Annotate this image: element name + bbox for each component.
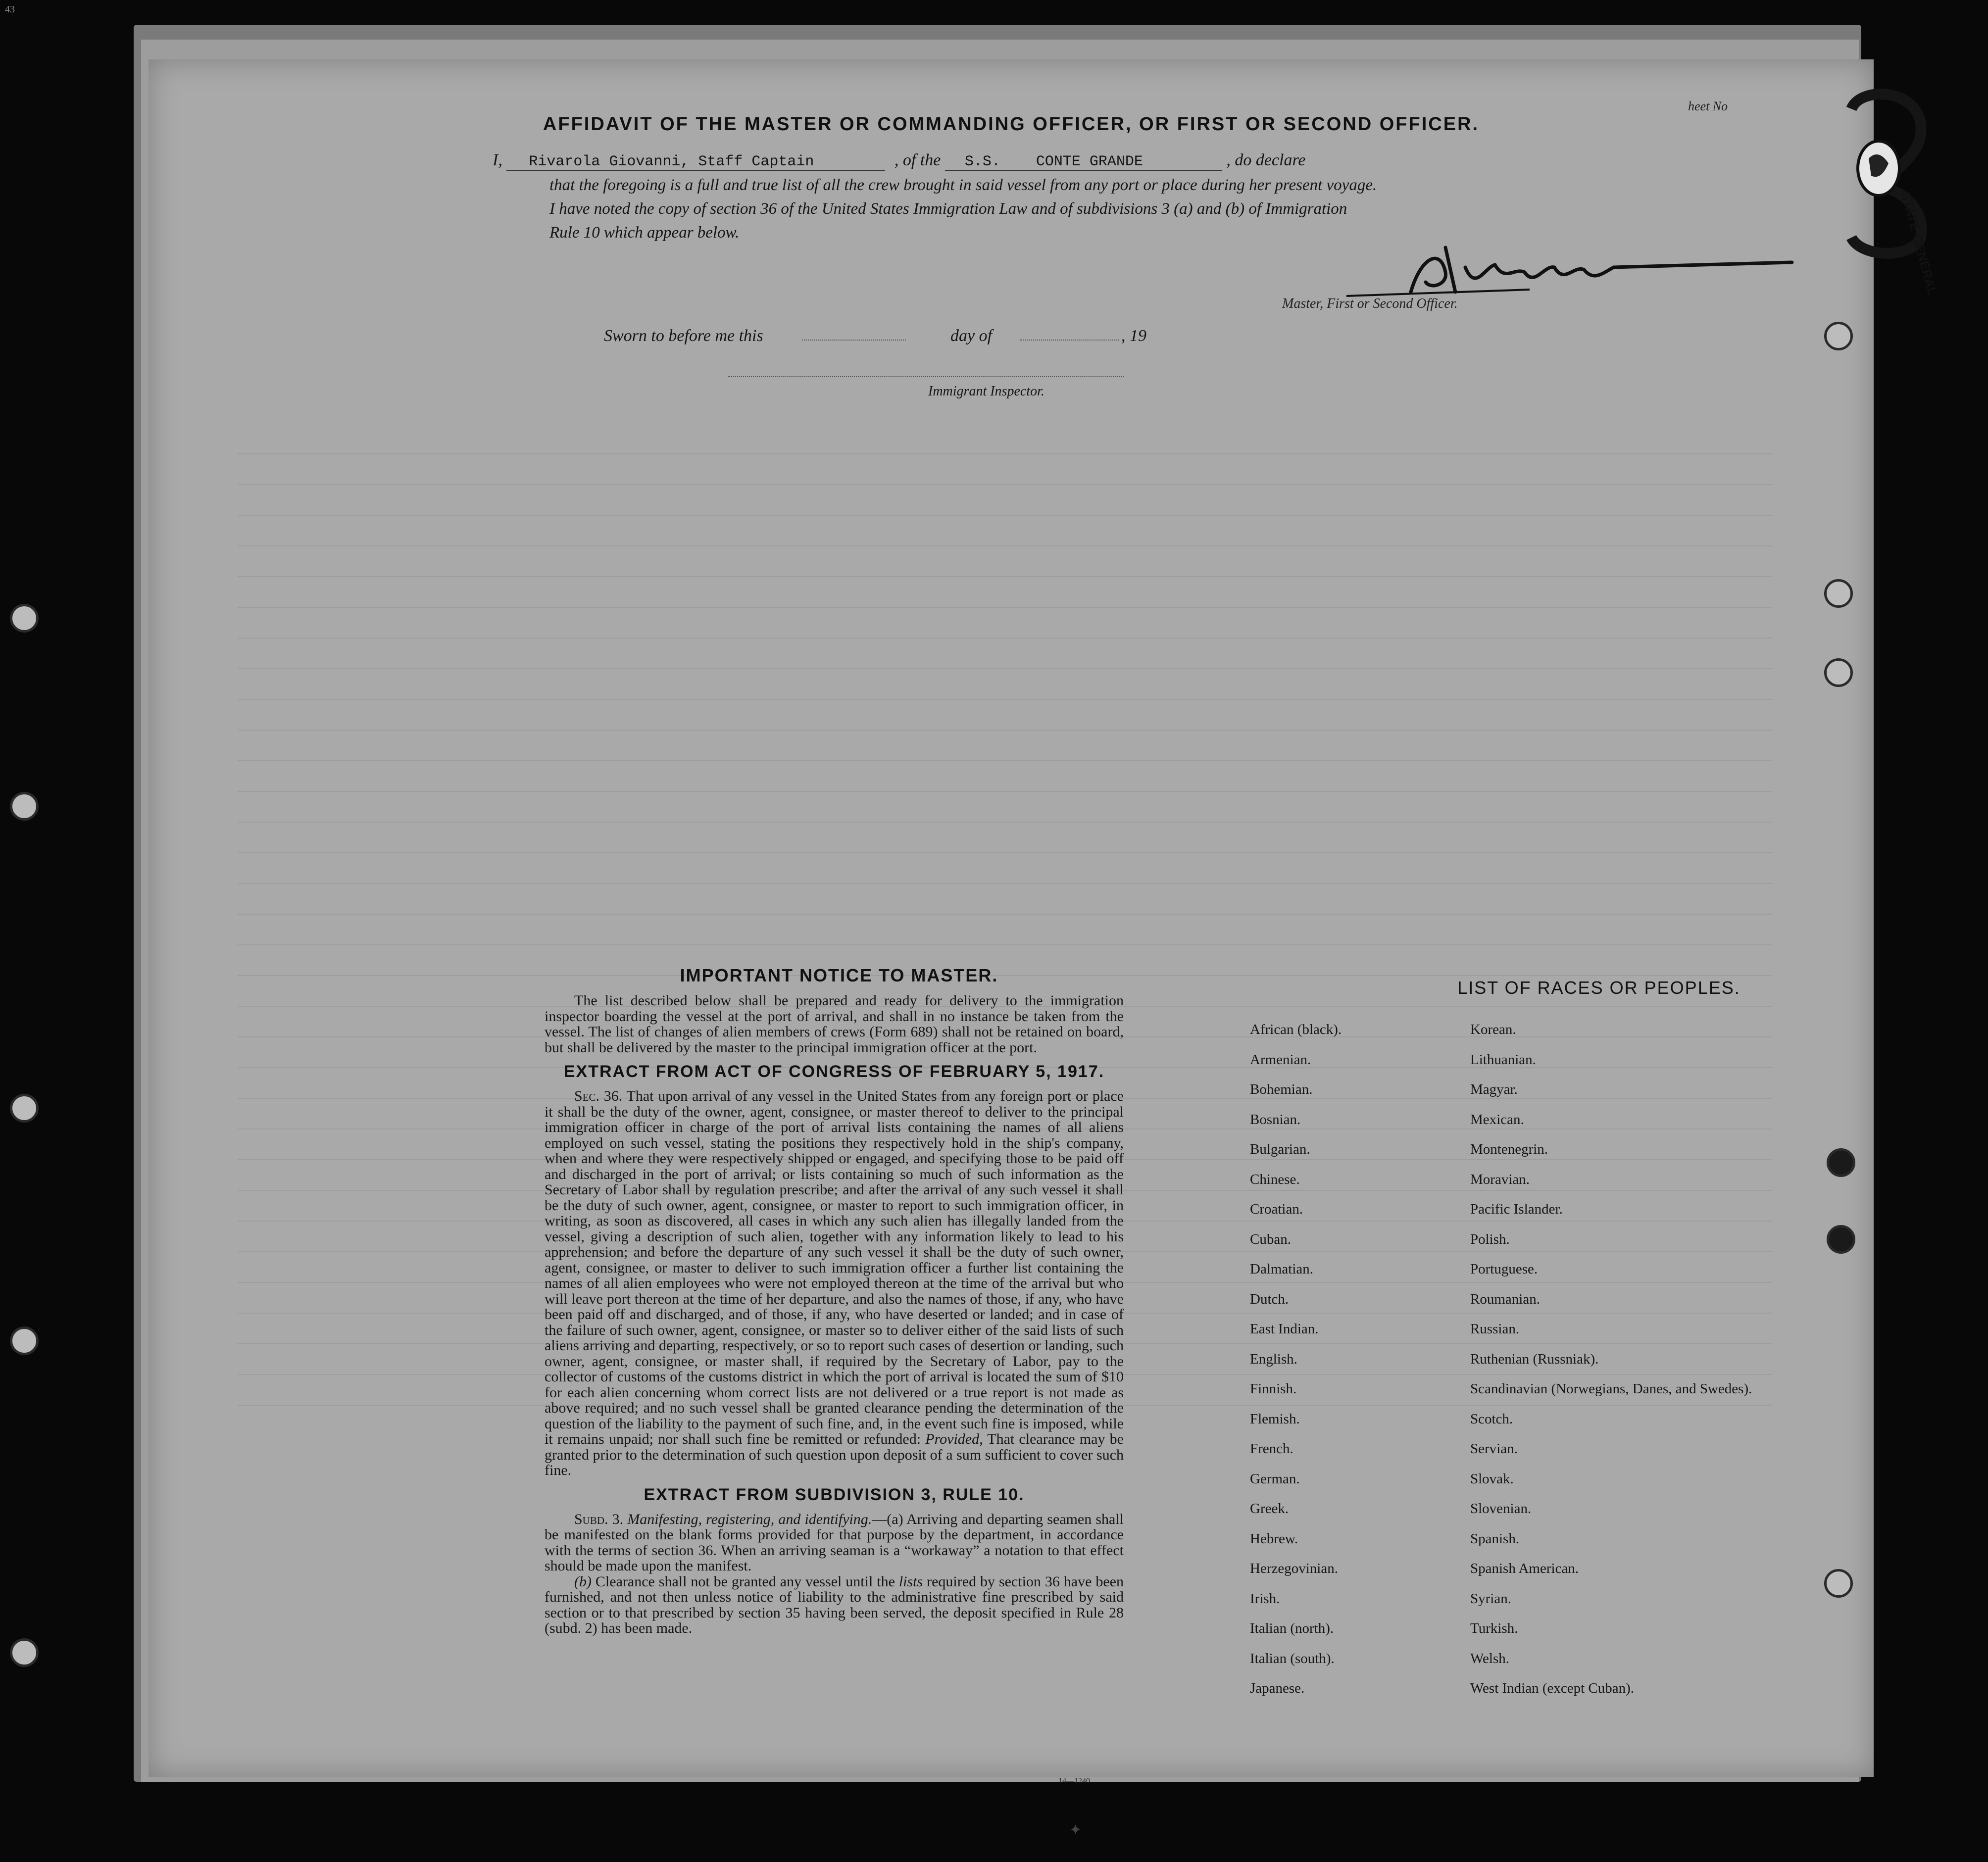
affidavit-line-2: that the foregoing is a full and true list of all the crew brought in said vessel from any port or place during her present voyage. xyxy=(549,176,1377,194)
day-of-label: day of xyxy=(950,327,993,345)
bleed-through-row xyxy=(238,834,1772,853)
race-item: East Indian. xyxy=(1250,1321,1319,1337)
race-item: Roumanian. xyxy=(1470,1291,1540,1307)
punch-hole-icon xyxy=(10,604,39,633)
punch-hole-icon xyxy=(10,1326,39,1355)
race-item: Bohemian. xyxy=(1250,1081,1313,1097)
races-title: LIST OF RACES OR PEOPLES. xyxy=(1457,978,1740,998)
punch-hole-icon xyxy=(1827,1148,1855,1177)
race-item: West Indian (except Cuban). xyxy=(1470,1680,1635,1696)
section-36-body: Sec. 36. That upon arrival of any vessel in the United States from any foreign port or place it shall be the duty of the owner, agent, consignee, or master thereof to deliver to the principal immigration officer in charge of the port of arrival lists containing the names of all aliens employed on such vessel, stating the positions they respectively hold in the ship's company, when and where they were respectively shipped or engaged, and specifying those to be paid off and discharged in the port of arrival; or lists containing so much of such information as the Secretary of Labor shall by regulation prescribe; and after the arrival of any such vessel it shall be the duty of such owner, agent, consignee, or master to report to such immigration officer, in writing, as soon as discovered, all cases in which any such alien has illegally landed from the vessel, giving a description of such alien, together with any information likely to lead to his apprehension; and before the departure of any such vessel it shall be the duty of such owner, agent, consignee, or master to deliver to such immigration officer a further list containing the names of all alien employees who were not employed thereon at the time of the arrival but who will leave port thereon at the time of her departure, and also the names of those, if any, who have been paid off and discharged, and of those, if any, who have deserted or landed; and in case of the failure of such owner, agent, consignee, or master so to deliver either of the said lists of such aliens arriving and departing, respectively, or so to report such cases of desertion or landing, such owner, agent, consignee, or master shall, if required by the Secretary of Labor, pay to the collector of customs of the customs district in which the port of arrival is located the sum of $10 for each alien concerning whom correct lists are not delivered or a true report is not made as above required; and no such vessel shall be granted clearance pending the determination of the question of the liability to the payment of such fine, and, in the event such fine is imposed, while it remains unpaid; nor shall such fine be remitted or refunded: Provided, That clearance may be granted prior to the determination of such question upon deposit of a sum sufficient to cover such fine. xyxy=(545,1088,1124,1478)
race-item: Bosnian. xyxy=(1250,1111,1301,1127)
race-item: English. xyxy=(1250,1351,1297,1367)
bleed-through-row xyxy=(238,528,1772,546)
stamp-text: STATE GENERAL xyxy=(1898,190,1940,297)
rule-extract-title: EXTRACT FROM SUBDIVISION 3, RULE 10. xyxy=(644,1485,1025,1504)
inspector-signature-blank xyxy=(728,376,1124,377)
bleed-through-row xyxy=(238,804,1772,823)
section-label: Sec. 36. xyxy=(574,1088,623,1104)
race-item: Dutch. xyxy=(1250,1291,1289,1307)
race-item: Spanish. xyxy=(1470,1530,1520,1547)
race-item: Greek. xyxy=(1250,1501,1289,1517)
race-item: Syrian. xyxy=(1470,1590,1511,1607)
race-item: Korean. xyxy=(1470,1022,1516,1037)
race-item: Montenegrin. xyxy=(1470,1141,1548,1157)
subdivision-b-body: (b) Clearance shall not be granted any vessel until the lists required by section 36 have been furnished, and not then unless notice of liability to the administrative fine prescribed by said section or to that prescribed by section 35 having been served, the deposit specified in Rule 28 (subd. 2) has been made. xyxy=(545,1573,1124,1636)
race-item: Irish. xyxy=(1250,1590,1280,1607)
race-item: Magyar. xyxy=(1470,1081,1518,1097)
signature-caption: Master, First or Second Officer. xyxy=(1282,296,1458,311)
bleed-through-row xyxy=(238,927,1772,945)
corner-mark: 43 xyxy=(5,4,15,15)
races-left-column xyxy=(1250,1022,1342,1711)
subdivision-a-body: Subd. 3. Manifesting, registering, and identifying.—(a) Arriving and departing seamen shall be manifested on the blank forms provided for that purpose by the department, in accordance with the terms of section 36. When an arriving seaman is a “workaway” a notation to that effect should be made upon the manifest. xyxy=(545,1511,1124,1574)
year-label: , 19 xyxy=(1121,327,1146,345)
notice-title: IMPORTANT NOTICE TO MASTER. xyxy=(680,965,998,985)
bleed-through-row xyxy=(238,436,1772,454)
race-item: Chinese. xyxy=(1250,1171,1300,1187)
punch-hole-icon xyxy=(1827,1225,1855,1254)
punch-hole-icon xyxy=(1824,658,1853,687)
race-item: Lithuanian. xyxy=(1470,1051,1536,1068)
notice-body: The list described below shall be prepared and ready for delivery to the immigration inspector boarding the vessel at the port of arrival, and shall in no instance be taken from the vessel. The list of changes of alien members of crews (Form 689) shall not be retained on board, but shall be delivered by the master to the principal immigration officer at the port. xyxy=(545,992,1124,1056)
race-item: Spanish American. xyxy=(1470,1561,1579,1576)
punch-hole-icon xyxy=(10,792,39,821)
bleed-through-row xyxy=(238,742,1772,761)
punch-hole-icon xyxy=(10,1094,39,1123)
bleed-through-row xyxy=(238,558,1772,577)
act-extract-title: EXTRACT FROM ACT OF CONGRESS OF FEBRUARY 5, 1917. xyxy=(563,1062,1105,1081)
race-item: African (black). xyxy=(1250,1022,1342,1037)
bleed-through-row xyxy=(238,681,1772,700)
race-item: Russian. xyxy=(1470,1321,1520,1337)
sworn-label: Sworn to before me this xyxy=(604,327,763,345)
punch-hole-icon xyxy=(1824,1569,1853,1598)
bleed-through-row xyxy=(238,466,1772,485)
race-item: French. xyxy=(1250,1441,1293,1457)
race-item: Japanese. xyxy=(1250,1680,1305,1696)
bleed-through-row xyxy=(238,896,1772,915)
race-item: Italian (north). xyxy=(1250,1620,1334,1636)
i-label: I, xyxy=(493,151,502,169)
race-item: Slovenian. xyxy=(1470,1501,1532,1517)
race-item: Italian (south). xyxy=(1250,1650,1335,1666)
race-item: Dalmatian. xyxy=(1250,1261,1314,1277)
inspector-label: Immigrant Inspector. xyxy=(928,384,1044,399)
do-declare-label: , do declare xyxy=(1226,151,1306,169)
bleed-through-row xyxy=(238,589,1772,608)
punch-hole-icon xyxy=(10,1638,39,1667)
race-item: Slovak. xyxy=(1470,1470,1514,1487)
race-item: Moravian. xyxy=(1470,1171,1530,1187)
race-item: Scandinavian (Norwegians, Danes, and Swedes). xyxy=(1470,1381,1752,1397)
form-number: 14—1240 xyxy=(1058,1777,1090,1785)
sheet-number-label: heet No xyxy=(1688,99,1728,113)
declarant-name: Rivarola Giovanni, Staff Captain xyxy=(506,153,885,171)
race-item: German. xyxy=(1250,1470,1300,1487)
scan-artifact-icon: ✦ xyxy=(1069,1822,1082,1838)
race-item: Scotch. xyxy=(1470,1411,1513,1427)
race-item: Armenian. xyxy=(1250,1051,1311,1068)
manifest-page xyxy=(149,59,1940,1785)
race-item: Herzegovinian. xyxy=(1250,1561,1338,1576)
bleed-through-row xyxy=(238,497,1772,516)
affidavit-line-1 xyxy=(493,151,1306,171)
sworn-day-blank xyxy=(802,340,906,341)
race-item: Flemish. xyxy=(1250,1411,1300,1427)
punch-hole-icon xyxy=(1824,579,1853,608)
vessel-name: CONTE GRANDE xyxy=(1036,153,1143,170)
of-the-label: , of the xyxy=(894,151,941,169)
race-item: Pacific Islander. xyxy=(1470,1201,1563,1217)
bleed-through-row xyxy=(238,773,1772,792)
bleed-through-row xyxy=(238,865,1772,884)
race-item: Finnish. xyxy=(1250,1381,1297,1397)
race-item: Turkish. xyxy=(1470,1620,1518,1636)
bleed-through-row xyxy=(238,712,1772,731)
affidavit-line-4: Rule 10 which appear below. xyxy=(549,224,740,242)
race-item: Welsh. xyxy=(1470,1650,1510,1666)
bleed-through-row xyxy=(238,620,1772,638)
race-item: Bulgarian. xyxy=(1250,1141,1310,1157)
punch-hole-icon xyxy=(1824,322,1853,350)
race-item: Servian. xyxy=(1470,1441,1518,1457)
race-item: Cuban. xyxy=(1250,1231,1291,1247)
race-item: Mexican. xyxy=(1470,1111,1524,1127)
notice-column xyxy=(545,965,1124,1636)
affidavit-title: AFFIDAVIT OF THE MASTER OR COMMANDING OFFICER, OR FIRST OR SECOND OFFICER. xyxy=(543,114,1480,135)
races-right-column xyxy=(1470,1022,1752,1711)
bleed-through-row xyxy=(238,650,1772,669)
affidavit-line-3: I have noted the copy of section 36 of the United States Immigration Law and of subdivisions 3 (a) and (b) of Immigration xyxy=(549,200,1347,218)
race-item: Hebrew. xyxy=(1250,1530,1298,1547)
vessel-field xyxy=(945,153,1222,171)
vessel-prefix: S.S. xyxy=(964,153,1000,170)
race-item: Croatian. xyxy=(1250,1201,1303,1217)
sworn-month-blank xyxy=(1020,340,1119,341)
race-item: Ruthenian (Russniak). xyxy=(1470,1351,1599,1367)
race-item: Polish. xyxy=(1470,1231,1510,1247)
race-item: Portuguese. xyxy=(1470,1261,1538,1277)
